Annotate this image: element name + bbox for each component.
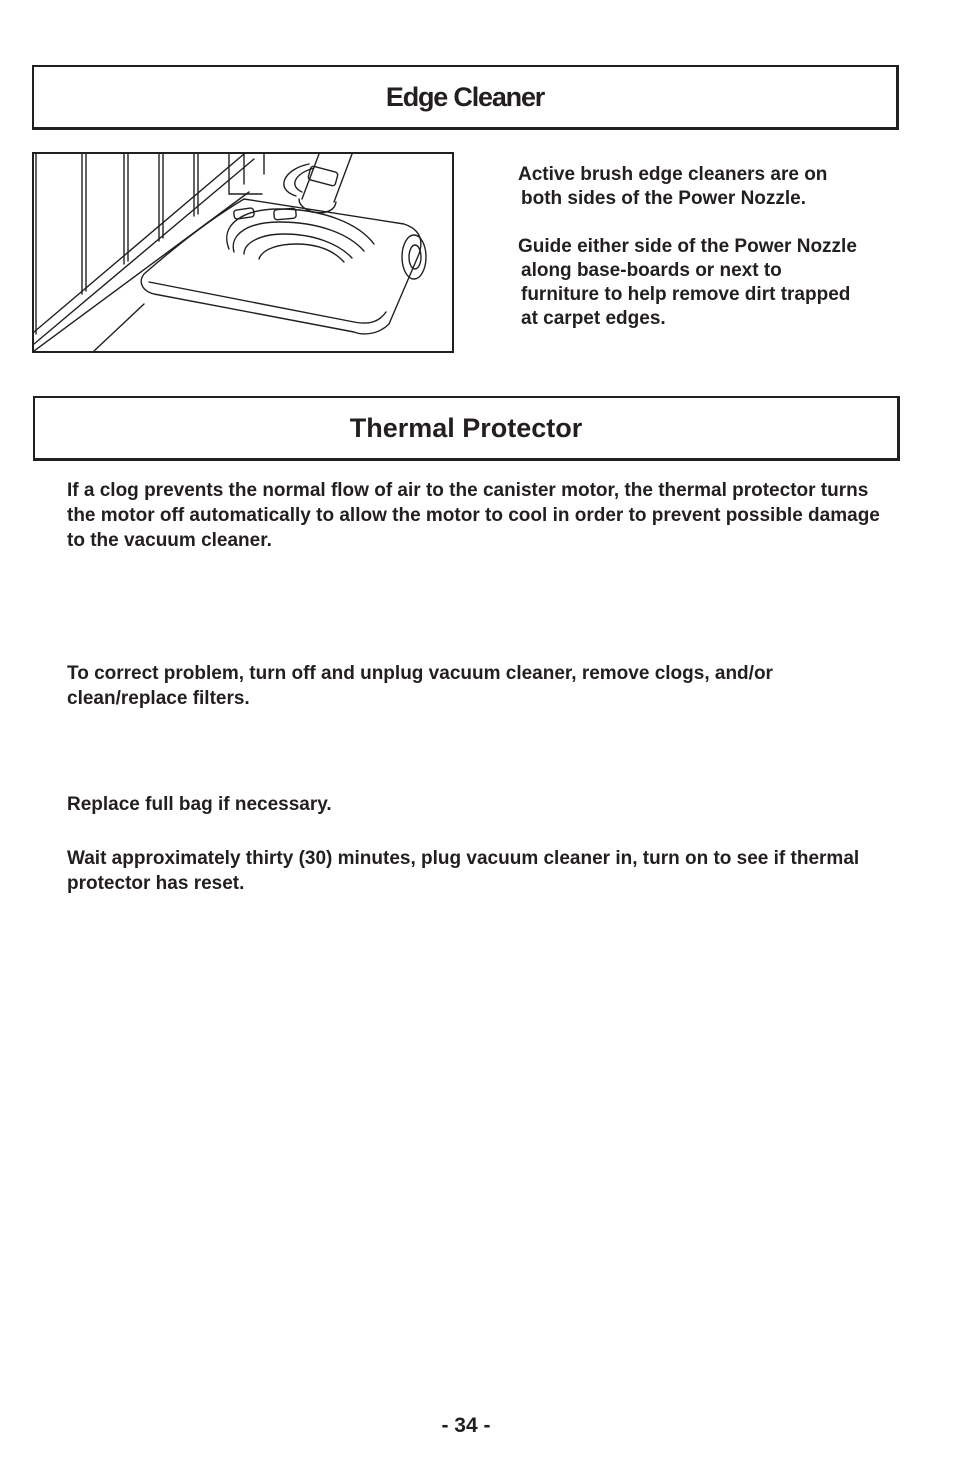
power-nozzle-edge-cleaner-icon <box>34 154 452 351</box>
edge-cleaner-p2-line-3: furniture to help remove dirt trapped <box>521 284 851 305</box>
thermal-protector-paragraph-1: If a clog prevents the normal flow of air to the canister motor, the thermal protector turns the motor off automatically to allow the motor to cool in order to prevent possible damage to the vacuum cleaner. <box>67 480 880 551</box>
edge-cleaner-p2-line-4: at carpet edges. <box>521 308 666 329</box>
thermal-protector-title: Thermal Protector <box>349 412 583 443</box>
edge-cleaner-header-box <box>32 65 899 130</box>
edge-cleaner-paragraph-1 <box>518 163 918 211</box>
power-nozzle-illustration <box>32 152 454 353</box>
thermal-protector-paragraph-2: To correct problem, turn off and unplug vacuum cleaner, remove clogs, and/or clean/replace filters. <box>67 663 773 709</box>
edge-cleaner-p1-line-1: Active brush edge cleaners are on <box>518 164 828 185</box>
thermal-protector-paragraph-3: Replace full bag if necessary. <box>67 794 332 815</box>
thermal-protector-paragraph-4: Wait approximately thirty (30) minutes, plug vacuum cleaner in, turn on to see if thermal protector has reset. <box>67 848 860 894</box>
edge-cleaner-p1-line-2: both sides of the Power Nozzle. <box>521 188 807 209</box>
edge-cleaner-title: Edge Cleaner <box>385 81 545 112</box>
page-number: - 34 - <box>441 1414 491 1437</box>
edge-cleaner-p2-line-1: Guide either side of the Power Nozzle <box>518 236 857 257</box>
edge-cleaner-paragraph-2 <box>518 235 918 331</box>
thermal-protector-header-box <box>33 396 900 461</box>
edge-cleaner-p2-line-2: along base-boards or next to <box>521 260 782 281</box>
